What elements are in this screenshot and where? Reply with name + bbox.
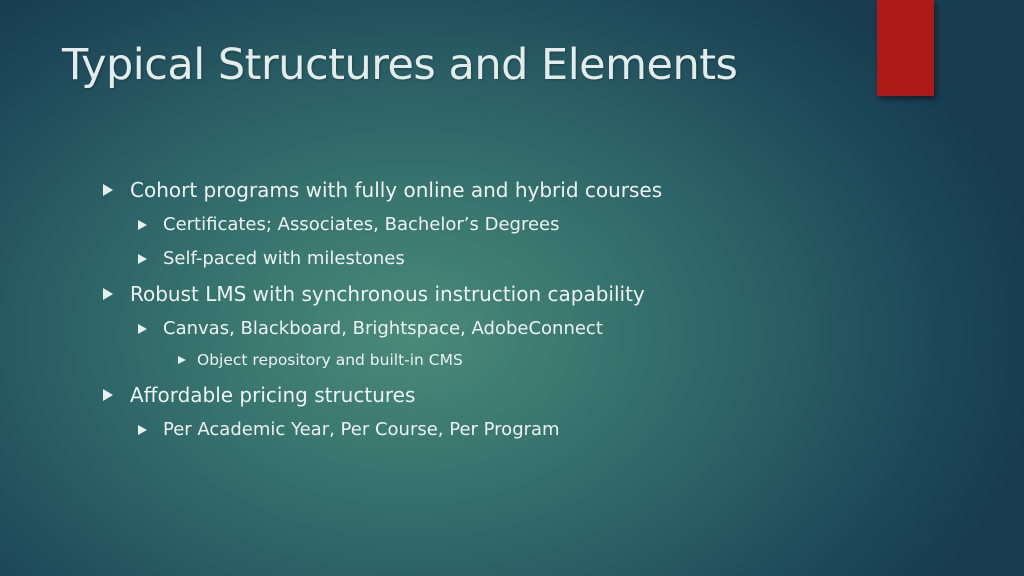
triangle-right-icon xyxy=(103,389,113,401)
bullet-text: Object repository and built-in CMS xyxy=(197,351,463,369)
bullet-text: Cohort programs with fully online and hybrid courses xyxy=(130,178,663,202)
bullet-item xyxy=(138,248,405,269)
bullet-text: Per Academic Year, Per Course, Per Program xyxy=(163,419,560,440)
bullet-item xyxy=(138,214,560,235)
bullet-item xyxy=(103,383,415,407)
bullet-text: Certificates; Associates, Bachelor’s Degrees xyxy=(163,214,560,235)
bullet-text: Robust LMS with synchronous instruction capability xyxy=(130,282,645,306)
bullet-item xyxy=(138,419,560,440)
slide-title: Typical Structures and Elements xyxy=(62,40,738,90)
triangle-right-icon xyxy=(138,254,147,264)
bullet-item xyxy=(103,282,645,306)
triangle-right-icon xyxy=(138,425,147,435)
bullet-text: Self-paced with milestones xyxy=(163,248,405,269)
bullet-item xyxy=(103,178,662,202)
triangle-right-icon xyxy=(138,324,147,334)
triangle-right-icon xyxy=(138,220,147,230)
triangle-right-icon xyxy=(103,184,113,196)
bullet-text: Affordable pricing structures xyxy=(130,383,416,407)
bullet-item xyxy=(178,351,463,369)
triangle-right-icon xyxy=(178,356,186,364)
bullet-text: Canvas, Blackboard, Brightspace, AdobeConnect xyxy=(163,318,603,339)
bullet-item xyxy=(138,318,603,339)
triangle-right-icon xyxy=(103,288,113,300)
